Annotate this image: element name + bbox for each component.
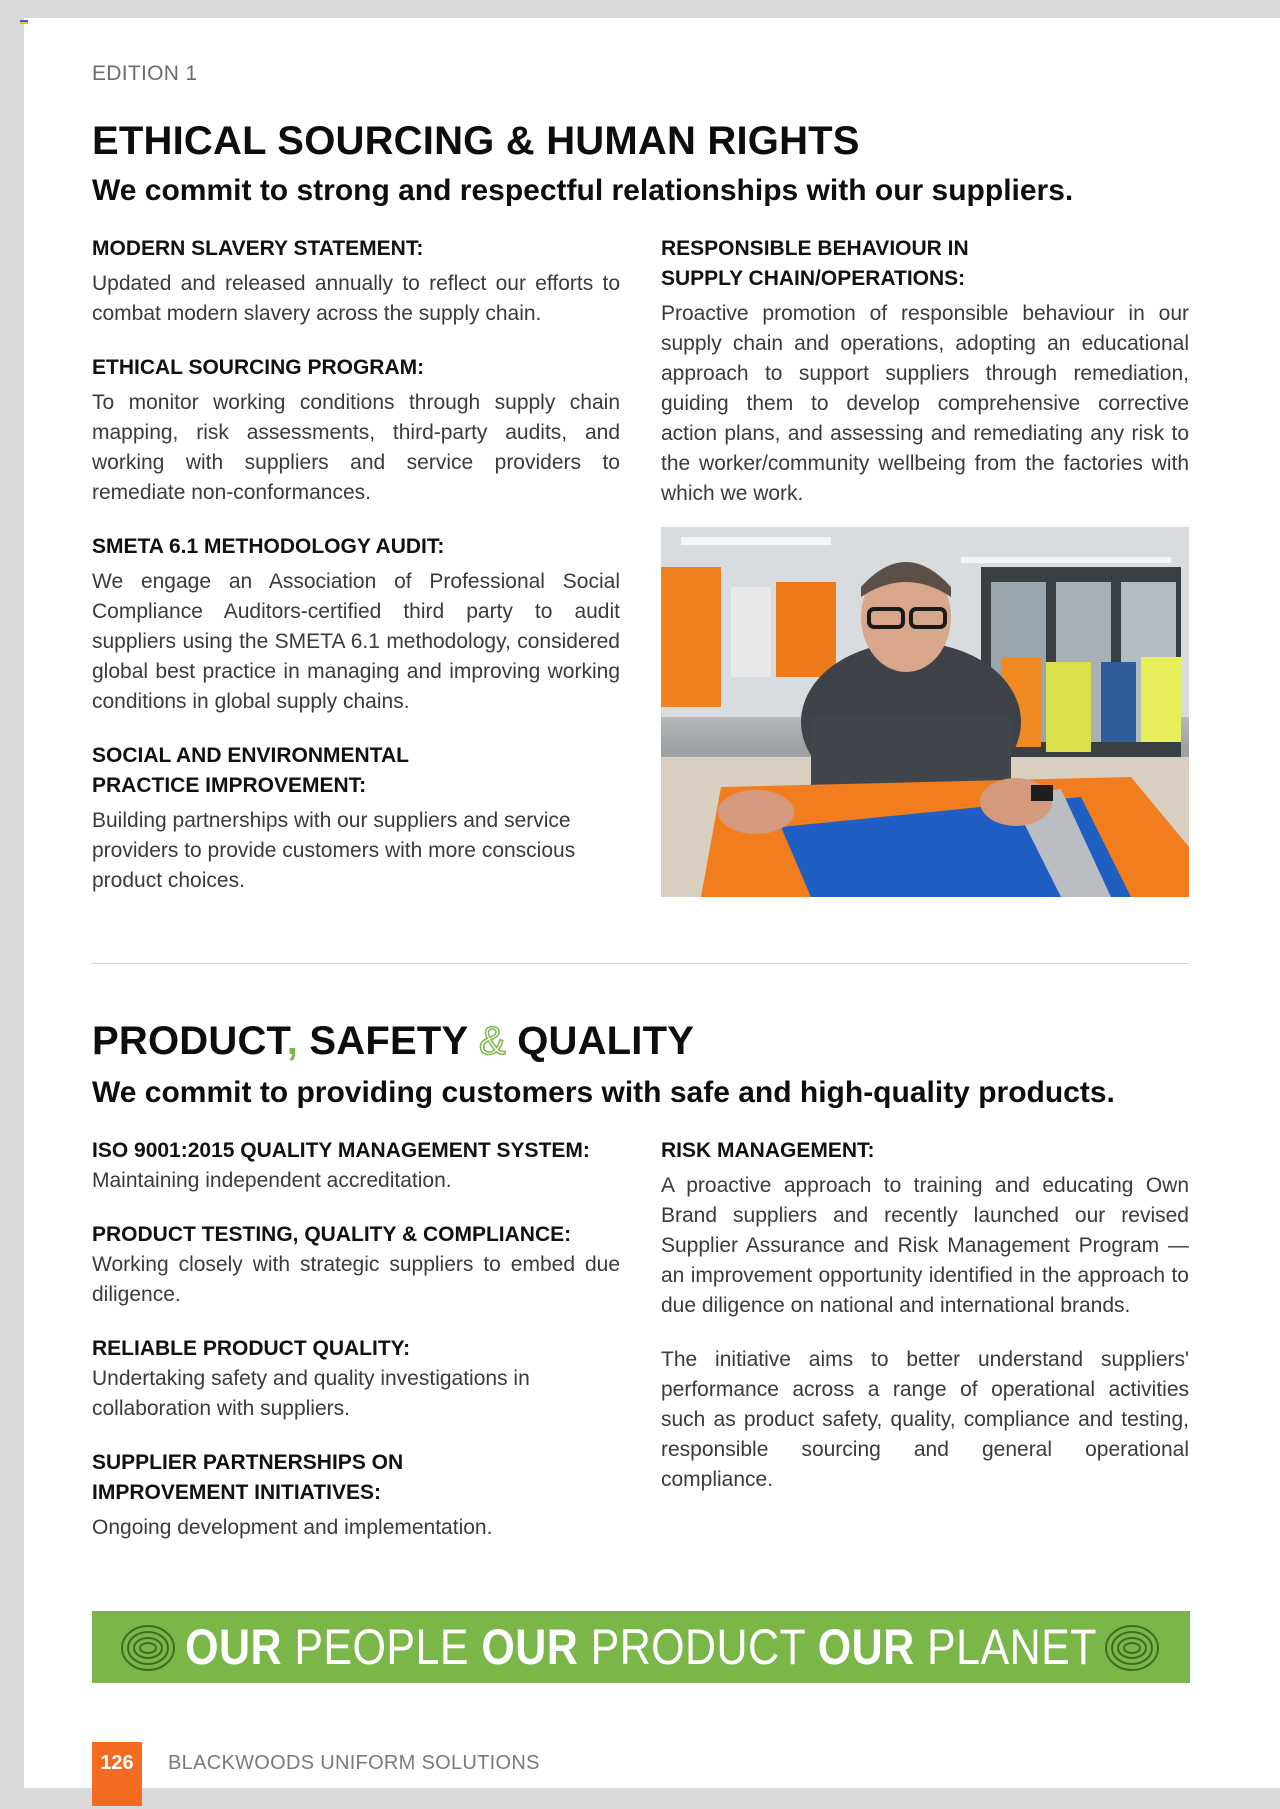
banner-word: OUR	[481, 1619, 579, 1675]
ethical-sourcing-item	[92, 353, 620, 508]
item-heading: PRODUCT TESTING, QUALITY & COMPLIANCE:	[92, 1223, 572, 1246]
item-body: Proactive promotion of responsible behaviour in our supply chain and operations, adopting an educational approach to support suppliers through remediation, guiding them to develop comprehensive corrective action plans, and assessing and remediating any risk to the worker/community wellbeing from the factories with which we work.	[661, 302, 1189, 505]
section2-subtitle: We commit to providing customers with safe and high-quality products.	[92, 1076, 1115, 1109]
worker-inspecting-garment-photo	[661, 527, 1189, 897]
section2-left-column	[92, 1136, 620, 1567]
smeta-audit-item	[92, 532, 620, 717]
our-people-product-planet-banner	[92, 1611, 1190, 1683]
banner-word: PLANET	[914, 1619, 1097, 1675]
title-product: PRODUCT	[92, 1019, 287, 1063]
item-heading: SMETA 6.1 METHODOLOGY AUDIT:	[92, 535, 445, 558]
product-testing-item	[92, 1220, 620, 1310]
item-heading: RELIABLE PRODUCT QUALITY:	[92, 1337, 411, 1360]
item-body: We engage an Association of Professional Social Compliance Auditors-certified third party to audit suppliers using the SMETA 6.1 methodology, considered global best practice in managing and improving working conditions in global supply chains.	[92, 570, 620, 713]
item-heading: RISK MANAGEMENT:	[661, 1139, 875, 1162]
item-body: The initiative aims to better understand suppliers' performance across a range of operational activities such as product safety, quality, compliance and testing, responsible sourcing and general operational compliance.	[661, 1348, 1189, 1491]
section1-title: ETHICAL SOURCING & HUMAN RIGHTS	[92, 119, 860, 163]
section1-left-column	[92, 234, 620, 920]
iso-9001-item	[92, 1136, 620, 1196]
item-heading: SOCIAL AND ENVIRONMENTAL PRACTICE IMPROVEMENT:	[92, 744, 409, 797]
modern-slavery-item	[92, 234, 620, 329]
banner-word: OUR	[817, 1619, 915, 1675]
document-page	[24, 18, 1280, 1788]
photo-illustration	[661, 527, 1189, 897]
banner-word: OUR	[185, 1619, 282, 1675]
banner-word: PEOPLE	[281, 1619, 482, 1675]
section1-subtitle: We commit to strong and respectful relationships with our suppliers.	[92, 174, 1074, 207]
iso-body: Maintaining independent accreditation.	[92, 1169, 452, 1192]
item-heading: SUPPLIER PARTNERSHIPS ON IMPROVEMENT INITIATIVES:	[92, 1451, 404, 1504]
reliable-quality-item	[92, 1334, 620, 1424]
social-environmental-item	[92, 741, 620, 896]
iso-heading: ISO 9001:2015 QUALITY MANAGEMENT SYSTEM:	[92, 1139, 590, 1162]
item-body: Undertaking safety and quality investigations in collaboration with suppliers.	[92, 1367, 530, 1420]
banner-slogan	[169, 1619, 1113, 1675]
item-body: Updated and released annually to reflect our efforts to combat modern slavery across the supply chain.	[92, 272, 620, 325]
title-ampersand: &	[478, 1019, 506, 1063]
item-heading: RESPONSIBLE BEHAVIOUR IN SUPPLY CHAIN/OPERATIONS:	[661, 237, 969, 290]
responsible-behaviour-item	[661, 234, 1189, 509]
page-number: 126	[92, 1742, 142, 1806]
section2-title	[92, 1019, 694, 1064]
item-body: Working closely with strategic suppliers to embed due diligence.	[92, 1253, 620, 1306]
section-divider	[92, 963, 1189, 964]
edition-label: EDITION 1	[92, 62, 198, 85]
item-heading: MODERN SLAVERY STATEMENT:	[92, 237, 424, 260]
page-marker	[20, 20, 28, 26]
item-body: To monitor working conditions through supply chain mapping, risk assessments, third-party audits, and working with suppliers and service providers to remediate non-conformances.	[92, 391, 620, 504]
section2-right-column	[661, 1136, 1189, 1519]
item-body: A proactive approach to training and educating Own Brand suppliers and recently launched our revised Supplier Assurance and Risk Management Program — an improvement opportunity identified in the approach to due diligence on national and international brands.	[661, 1174, 1189, 1317]
initiative-item	[661, 1345, 1189, 1495]
footer-brand: BLACKWOODS UNIFORM SOLUTIONS	[168, 1752, 540, 1774]
title-comma: ,	[286, 1019, 299, 1063]
section1-right-column	[661, 234, 1189, 533]
item-heading: ETHICAL SOURCING PROGRAM:	[92, 356, 425, 379]
risk-management-item	[661, 1136, 1189, 1321]
item-body: Ongoing development and implementation.	[92, 1516, 493, 1539]
title-quality: QUALITY	[505, 1019, 695, 1063]
title-safety: SAFETY	[298, 1019, 479, 1063]
banner-word: PRODUCT	[578, 1619, 818, 1675]
supplier-partnerships-item	[92, 1448, 620, 1543]
item-body: Building partnerships with our suppliers and service providers to provide customers with more conscious product choices.	[92, 809, 576, 892]
